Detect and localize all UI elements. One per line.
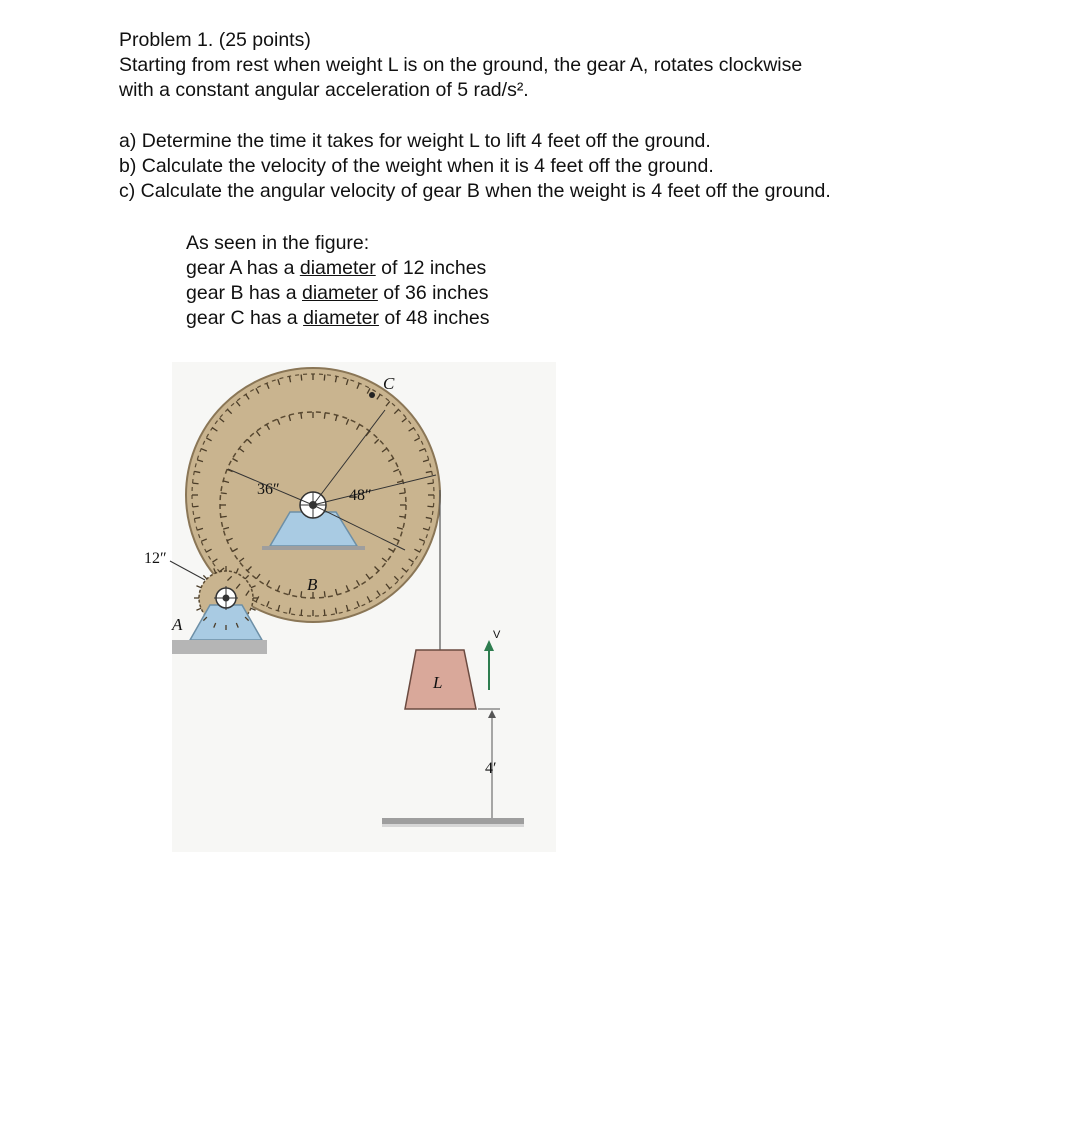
dimension-36-label: 36″ <box>257 481 280 498</box>
gear-tooth <box>324 375 325 381</box>
dimension-48-label: 48″ <box>349 487 372 504</box>
gear-tooth <box>399 493 405 494</box>
diameter-term: diameter <box>303 307 379 329</box>
gear-tooth <box>427 483 433 484</box>
gear-tooth <box>301 609 302 615</box>
gear-c-label: C <box>383 374 395 393</box>
given-gear-a-post: of 12 inches <box>375 257 487 279</box>
given-gear-c-pre: gear C has a <box>186 307 304 329</box>
part-a: a) Determine the time it takes for weight L to lift 4 feet off the ground. <box>119 130 711 152</box>
part-b: b) Calculate the velocity of the weight when it is 4 feet off the ground. <box>119 155 714 177</box>
gear-tooth <box>324 413 325 419</box>
given-gear-a <box>186 256 486 281</box>
support-a-base <box>172 640 267 654</box>
given-gear-a-pre: gear A has a <box>186 257 300 279</box>
gear-tooth <box>221 493 227 494</box>
gear-tooth <box>193 506 199 507</box>
dimension-4ft-label: 4′ <box>485 760 497 777</box>
given-intro: As seen in the figure: <box>186 232 370 254</box>
ground <box>382 818 524 824</box>
given-gear-b <box>186 281 488 306</box>
gear-b-label: B <box>307 575 318 594</box>
given-gear-b-pre: gear B has a <box>186 282 302 304</box>
gear-c-point <box>369 392 375 398</box>
velocity-label: V <box>493 629 501 641</box>
diameter-term: diameter <box>302 282 378 304</box>
part-c: c) Calculate the angular velocity of gear B when the weight is 4 feet off the ground. <box>119 180 831 202</box>
problem-statement-line2: with a constant angular acceleration of 5 rad/s². <box>119 79 529 101</box>
gear-tooth <box>324 591 325 597</box>
gear-tooth <box>221 516 227 517</box>
given-gear-b-post: of 36 inches <box>377 282 489 304</box>
gear-a-label: A <box>172 615 183 634</box>
gear-tooth <box>399 516 405 517</box>
gear-tooth <box>324 609 325 615</box>
problem-heading: Problem 1. (25 points) <box>119 29 311 51</box>
support-b-base <box>262 546 365 550</box>
gear-system-figure <box>120 355 560 855</box>
gear-tooth <box>193 483 199 484</box>
ground-shadow <box>382 824 524 827</box>
gear-tooth <box>301 413 302 419</box>
gear-tooth <box>427 506 433 507</box>
given-gear-c <box>186 306 490 331</box>
problem-statement-line1: Starting from rest when weight L is on the ground, the gear A, rotates clockwise <box>119 54 803 76</box>
given-gear-c-post: of 48 inches <box>378 307 490 329</box>
weight-l-label: L <box>433 673 443 692</box>
diameter-term: diameter <box>299 257 376 279</box>
gear-tooth <box>301 375 302 381</box>
gear-tooth <box>301 591 302 597</box>
dimension-12-label: 12″ <box>144 550 167 567</box>
